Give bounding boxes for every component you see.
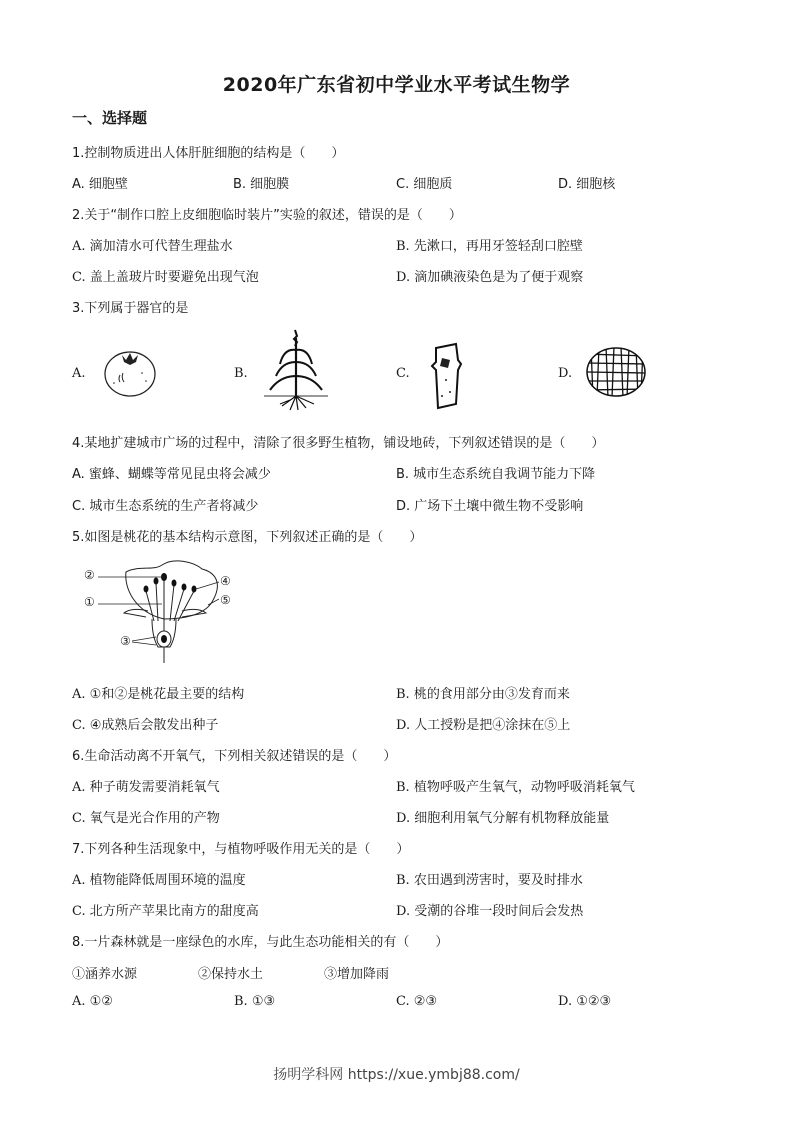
question-7-option-a: A. 植物能降低周围环境的温度: [72, 873, 246, 888]
question-6-option-a: A. 种子萌发需要消耗氧气: [72, 780, 220, 795]
question-8-item-2: ②保持水土: [198, 967, 264, 982]
question-3-option-c: C.: [396, 366, 410, 381]
question-1-option-b: B. 细胞膜: [233, 177, 290, 192]
question-6-stem: 6.生命活动离不开氧气，下列相关叙述错误的是（ ）: [72, 749, 397, 764]
question-7-option-d: D. 受潮的谷堆一段时间后会发热: [396, 904, 584, 919]
question-4-option-d: D. 广场下土壤中微生物不受影响: [396, 499, 584, 514]
question-2-option-b: B. 先漱口，再用牙签轻刮口腔壁: [396, 239, 583, 254]
question-3-option-a: A.: [72, 366, 86, 381]
question-7-stem: 7.下列各种生活现象中，与植物呼吸作用无关的是（ ）: [72, 842, 410, 857]
question-6-option-d: D. 细胞利用氧气分解有机物释放能量: [396, 811, 610, 826]
question-1-stem: 1.控制物质进出人体肝脏细胞的结构是（ ）: [72, 146, 345, 161]
question-2-option-a: A. 滴加清水可代替生理盐水: [72, 239, 233, 254]
flower-label-1: ①: [84, 595, 95, 609]
question-5-option-a: A. ①和②是桃花最主要的结构: [72, 687, 245, 702]
question-8-option-a: A. ①②: [72, 994, 113, 1009]
question-8-option-d: D. ①②③: [558, 994, 612, 1009]
question-6-option-c: C. 氧气是光合作用的产物: [72, 811, 220, 826]
question-4-stem: 4.某地扩建城市广场的过程中，清除了很多野生植物，铺设地砖，下列叙述错误的是（ ）: [72, 436, 605, 451]
question-4-option-a: A. 蜜蜂、蝴蝶等常见昆虫将会减少: [72, 467, 271, 482]
flower-label-2: ②: [84, 568, 95, 582]
question-5-stem: 5.如图是桃花的基本结构示意图，下列叙述正确的是（ ）: [72, 530, 423, 545]
question-7-option-b: B. 农田遇到涝害时，要及时排水: [396, 873, 583, 888]
question-1-option-c: C. 细胞质: [396, 177, 453, 192]
question-6-option-b: B. 植物呼吸产生氧气，动物呼吸消耗氧气: [396, 780, 635, 795]
question-3-option-d: D.: [558, 366, 573, 381]
question-7-option-c: C. 北方所产苹果比南方的甜度高: [72, 904, 259, 919]
question-3-stem: 3.下列属于器官的是: [72, 301, 189, 316]
section-heading: 一、选择题: [72, 109, 148, 127]
tomato-figure: [100, 343, 160, 403]
question-8-stem: 8.一片森林就是一座绿色的水库，与此生态功能相关的有（ ）: [72, 935, 449, 950]
question-8-option-c: C. ②③: [396, 994, 438, 1009]
flower-label-5: ⑤: [220, 593, 231, 607]
question-1-option-a: A. 细胞壁: [72, 177, 128, 192]
question-8-option-b: B. ①③: [234, 994, 276, 1009]
question-5-option-b: B. 桃的食用部分由③发育而来: [396, 687, 570, 702]
question-2-stem: 2.关于“制作口腔上皮细胞临时装片”实验的叙述，错误的是（ ）: [72, 208, 462, 223]
question-8-item-1: ①涵养水源: [72, 967, 138, 982]
question-5-option-d: D. 人工授粉是把④涂抹在⑤上: [396, 718, 571, 733]
flower-label-3: ③: [120, 634, 131, 648]
cell-tissue-figure: [585, 346, 647, 398]
question-2-option-c: C. 盖上盖玻片时要避免出现气泡: [72, 270, 259, 285]
question-2-option-d: D. 滴加碘液染色是为了便于观察: [396, 270, 584, 285]
question-4-option-c: C. 城市生态系统的生产者将减少: [72, 499, 259, 514]
page-title: 2020年广东省初中学业水平考试生物学: [222, 74, 571, 96]
question-1-option-d: D. 细胞核: [558, 177, 616, 192]
question-8-item-3: ③增加降雨: [324, 967, 390, 982]
question-3-option-b: B.: [234, 366, 248, 381]
plant-tissue-figure: [428, 340, 468, 412]
corn-plant-figure: [262, 328, 332, 413]
question-4-option-b: B. 城市生态系统自我调节能力下降: [396, 467, 596, 482]
footer-watermark: 扬明学科网 https://xue.ymbj88.com/: [273, 1067, 520, 1083]
flower-label-4: ④: [220, 574, 231, 588]
question-5-option-c: C. ④成熟后会散发出种子: [72, 718, 219, 733]
